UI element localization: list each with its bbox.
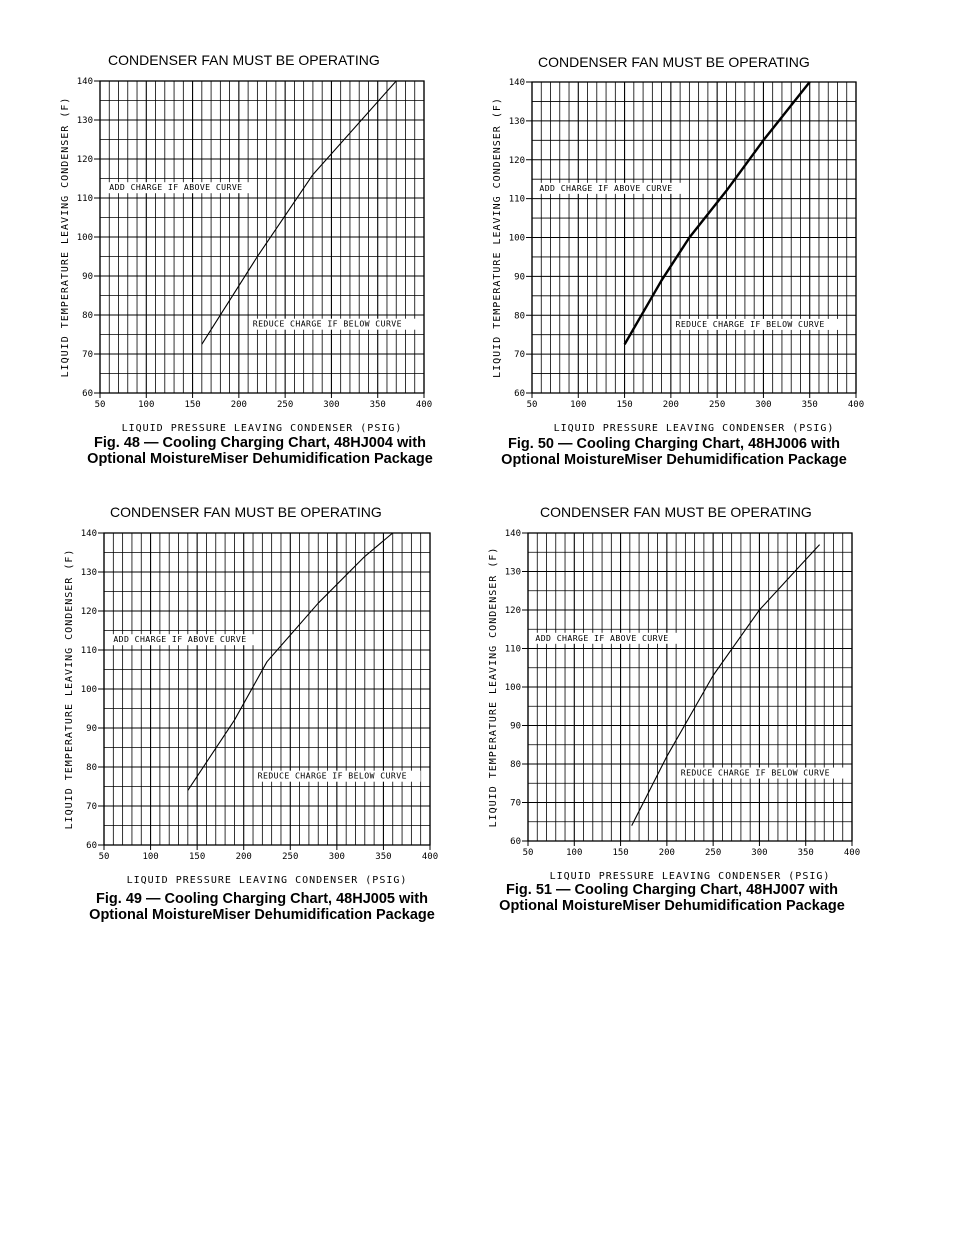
- y-tick-label: 120: [76, 155, 93, 165]
- chart-caption-line2: Optional MoistureMiser Dehumidification Package: [89, 907, 435, 923]
- x-tick-label: 200: [662, 400, 679, 410]
- annotation-add-charge: ADD CHARGE IF ABOVE CURVE: [109, 182, 243, 193]
- y-axis-label: LIQUID TEMPERATURE LEAVING CONDENSER (F): [60, 96, 71, 378]
- x-tick-label: 100: [570, 400, 587, 410]
- chart-caption-line1: Fig. 51 — Cooling Charging Chart, 48HJ007 with: [506, 882, 838, 898]
- y-tick-label: 140: [508, 78, 525, 88]
- annotation-add-charge: ADD CHARGE IF ABOVE CURVE: [113, 634, 247, 645]
- y-tick-label: 100: [80, 685, 97, 695]
- grid: [100, 81, 424, 393]
- chart-plot-fig50: [466, 48, 906, 438]
- x-tick-label: 250: [705, 848, 722, 858]
- y-tick-label: 80: [86, 763, 97, 773]
- y-tick-label: 80: [514, 311, 525, 322]
- x-tick-label: 50: [522, 848, 534, 858]
- y-tick-label: 110: [80, 646, 97, 656]
- annotation-reduce-charge: REDUCE CHARGE IF BELOW CURVE: [680, 767, 830, 778]
- y-tick-label: 90: [86, 724, 97, 734]
- x-axis-label: LIQUID PRESSURE LEAVING CONDENSER (PSIG): [549, 871, 831, 882]
- annotation-add-charge: ADD CHARGE IF ABOVE CURVE: [535, 632, 669, 643]
- grid: [104, 533, 430, 845]
- y-tick-label: 60: [86, 841, 97, 851]
- chart-banner: CONDENSER FAN MUST BE OPERATING: [538, 54, 810, 70]
- annotation-reduce-charge: REDUCE CHARGE IF BELOW CURVE: [675, 318, 825, 329]
- x-tick-label: 400: [421, 852, 439, 862]
- y-axis-label: LIQUID TEMPERATURE LEAVING CONDENSER (F): [64, 548, 75, 830]
- y-tick-label: 120: [508, 155, 525, 166]
- chart-banner: CONDENSER FAN MUST BE OPERATING: [110, 504, 382, 520]
- y-tick-label: 80: [510, 760, 521, 770]
- x-tick-label: 350: [801, 400, 818, 410]
- x-tick-label: 100: [566, 848, 583, 858]
- x-tick-label: 50: [526, 400, 538, 410]
- y-tick-label: 70: [514, 350, 525, 361]
- y-tick-label: 130: [80, 568, 97, 578]
- annotation-reduce-charge: REDUCE CHARGE IF BELOW CURVE: [252, 318, 402, 329]
- y-tick-label: 140: [504, 529, 521, 539]
- x-tick-label: 200: [235, 852, 252, 862]
- x-tick-label: 250: [709, 400, 726, 410]
- chart-plot-fig49: [42, 499, 482, 889]
- chart-banner: CONDENSER FAN MUST BE OPERATING: [540, 504, 812, 520]
- x-tick-label: 200: [230, 400, 247, 410]
- annotation-reduce-charge: REDUCE CHARGE IF BELOW CURVE: [257, 770, 407, 781]
- y-tick-label: 90: [510, 721, 521, 732]
- x-tick-label: 300: [751, 848, 768, 858]
- chart-caption-line2: Optional MoistureMiser Dehumidification Package: [501, 452, 847, 468]
- x-tick-label: 350: [375, 852, 392, 862]
- y-tick-label: 120: [504, 606, 521, 616]
- y-tick-label: 60: [82, 389, 93, 399]
- x-tick-label: 400: [843, 848, 861, 858]
- x-axis-label: LIQUID PRESSURE LEAVING CONDENSER (PSIG): [121, 423, 403, 434]
- chart-caption-line1: Fig. 49 — Cooling Charging Chart, 48HJ005 with: [96, 891, 428, 907]
- chart-caption-line1: Fig. 48 — Cooling Charging Chart, 48HJ004 with: [94, 435, 426, 451]
- x-tick-label: 250: [277, 400, 294, 410]
- x-tick-label: 300: [755, 400, 772, 410]
- x-tick-label: 50: [98, 852, 110, 862]
- x-tick-label: 300: [328, 852, 345, 862]
- y-tick-label: 100: [76, 233, 93, 243]
- y-tick-label: 80: [82, 311, 93, 321]
- x-tick-label: 250: [282, 852, 299, 862]
- chart-plot-fig51: [466, 499, 906, 889]
- chart-panel-fig48: [40, 48, 480, 468]
- y-tick-label: 70: [82, 350, 93, 360]
- grid: [532, 82, 856, 393]
- y-axis-label: LIQUID TEMPERATURE LEAVING CONDENSER (F): [488, 546, 499, 828]
- x-tick-label: 400: [847, 400, 865, 410]
- y-tick-label: 70: [86, 802, 97, 812]
- chart-banner: CONDENSER FAN MUST BE OPERATING: [108, 52, 380, 68]
- y-tick-label: 140: [76, 77, 93, 87]
- y-tick-label: 110: [508, 194, 525, 205]
- x-axis-label: LIQUID PRESSURE LEAVING CONDENSER (PSIG): [126, 875, 408, 886]
- y-tick-label: 130: [508, 116, 525, 127]
- chart-panel-fig49: [42, 499, 482, 923]
- grid: [528, 533, 852, 841]
- x-tick-label: 400: [415, 400, 433, 410]
- y-tick-label: 110: [504, 644, 521, 655]
- x-tick-label: 300: [323, 400, 340, 410]
- y-tick-label: 110: [76, 194, 93, 204]
- x-tick-label: 150: [616, 400, 633, 410]
- x-axis-label: LIQUID PRESSURE LEAVING CONDENSER (PSIG): [553, 423, 835, 434]
- y-axis-label: LIQUID TEMPERATURE LEAVING CONDENSER (F): [492, 97, 503, 378]
- chart-panel-fig51: [466, 499, 906, 919]
- y-tick-label: 130: [504, 567, 521, 578]
- x-tick-label: 50: [94, 400, 106, 410]
- x-tick-label: 200: [658, 848, 675, 858]
- y-tick-label: 70: [510, 798, 521, 809]
- x-tick-label: 150: [612, 848, 629, 858]
- chart-caption-line1: Fig. 50 — Cooling Charging Chart, 48HJ006 with: [508, 436, 840, 452]
- chart-caption-line2: Optional MoistureMiser Dehumidification Package: [87, 451, 433, 467]
- y-tick-label: 60: [510, 837, 521, 847]
- x-tick-label: 150: [189, 852, 206, 862]
- x-tick-label: 150: [184, 400, 201, 410]
- y-tick-label: 120: [80, 607, 97, 617]
- y-tick-label: 100: [508, 233, 525, 244]
- y-tick-label: 140: [80, 529, 97, 539]
- x-tick-label: 100: [138, 400, 155, 410]
- chart-panel-fig50: [466, 48, 906, 468]
- annotation-add-charge: ADD CHARGE IF ABOVE CURVE: [539, 182, 673, 193]
- chart-plot-fig48: [40, 48, 480, 438]
- y-tick-label: 130: [76, 116, 93, 126]
- x-tick-label: 350: [797, 848, 814, 858]
- y-tick-label: 90: [514, 272, 525, 283]
- y-tick-label: 90: [82, 272, 93, 282]
- y-tick-label: 100: [504, 683, 521, 693]
- y-tick-label: 60: [514, 389, 525, 399]
- chart-caption-line2: Optional MoistureMiser Dehumidification Package: [499, 898, 845, 914]
- x-tick-label: 350: [369, 400, 386, 410]
- x-tick-label: 100: [142, 852, 159, 862]
